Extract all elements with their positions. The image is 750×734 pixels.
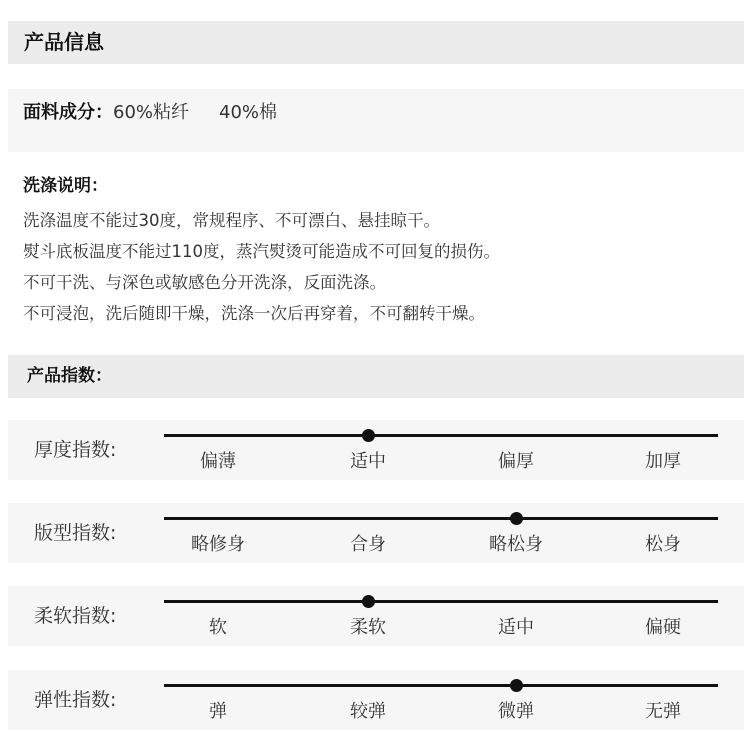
index-row-elasticity bbox=[8, 670, 744, 730]
washing-line: 不可浸泡，洗后随即干燥，洗涤一次后再穿着，不可翻转干燥。 bbox=[23, 304, 485, 323]
index-scale-line bbox=[164, 517, 718, 520]
index-label: 版型指数: bbox=[34, 522, 117, 544]
product-index-header bbox=[8, 355, 744, 398]
product-index-title: 产品指数： bbox=[27, 366, 112, 386]
washing-instructions bbox=[8, 165, 744, 335]
index-option: 加厚 bbox=[645, 451, 681, 472]
index-option: 合身 bbox=[350, 534, 386, 555]
washing-line: 洗涤温度不能过30度，常规程序、不可漂白、悬挂晾干。 bbox=[23, 211, 440, 230]
index-scale-line bbox=[164, 434, 718, 437]
index-marker-dot bbox=[510, 512, 523, 525]
index-option: 弹 bbox=[209, 701, 227, 722]
index-row-thickness bbox=[8, 420, 744, 480]
index-option: 适中 bbox=[350, 451, 386, 472]
index-option: 略修身 bbox=[191, 534, 245, 555]
index-label: 厚度指数: bbox=[34, 439, 117, 461]
index-option: 较弹 bbox=[350, 701, 386, 722]
index-option: 略松身 bbox=[489, 534, 543, 555]
index-option: 微弹 bbox=[498, 701, 534, 722]
index-option: 柔软 bbox=[350, 617, 386, 638]
index-option: 偏硬 bbox=[645, 617, 681, 638]
index-option: 适中 bbox=[498, 617, 534, 638]
washing-title: 洗涤说明： bbox=[23, 176, 108, 196]
fabric-composition-row bbox=[8, 89, 744, 152]
product-info-title: 产品信息 bbox=[24, 30, 104, 54]
product-info-header bbox=[8, 21, 744, 64]
index-row-softness bbox=[8, 586, 744, 646]
washing-line: 熨斗底板温度不能过110度，蒸汽熨烫可能造成不可回复的损伤。 bbox=[23, 242, 500, 261]
index-option: 偏厚 bbox=[498, 451, 534, 472]
index-label: 弹性指数: bbox=[34, 689, 117, 711]
washing-line: 不可干洗、与深色或敏感色分开洗涤，反面洗涤。 bbox=[23, 273, 386, 292]
index-label: 柔软指数: bbox=[34, 605, 117, 627]
index-option: 无弹 bbox=[645, 701, 681, 722]
index-option: 软 bbox=[209, 617, 227, 638]
index-scale-line bbox=[164, 684, 718, 687]
index-marker-dot bbox=[362, 429, 375, 442]
index-scale-line bbox=[164, 600, 718, 603]
index-marker-dot bbox=[510, 679, 523, 692]
fabric-value-2: 40%棉 bbox=[219, 102, 278, 123]
index-marker-dot bbox=[362, 595, 375, 608]
fabric-value-1: 60%粘纤 bbox=[113, 102, 190, 123]
fabric-label: 面料成分： bbox=[23, 102, 113, 123]
index-option: 偏薄 bbox=[200, 451, 236, 472]
index-option: 松身 bbox=[645, 534, 681, 555]
index-row-fit bbox=[8, 503, 744, 563]
